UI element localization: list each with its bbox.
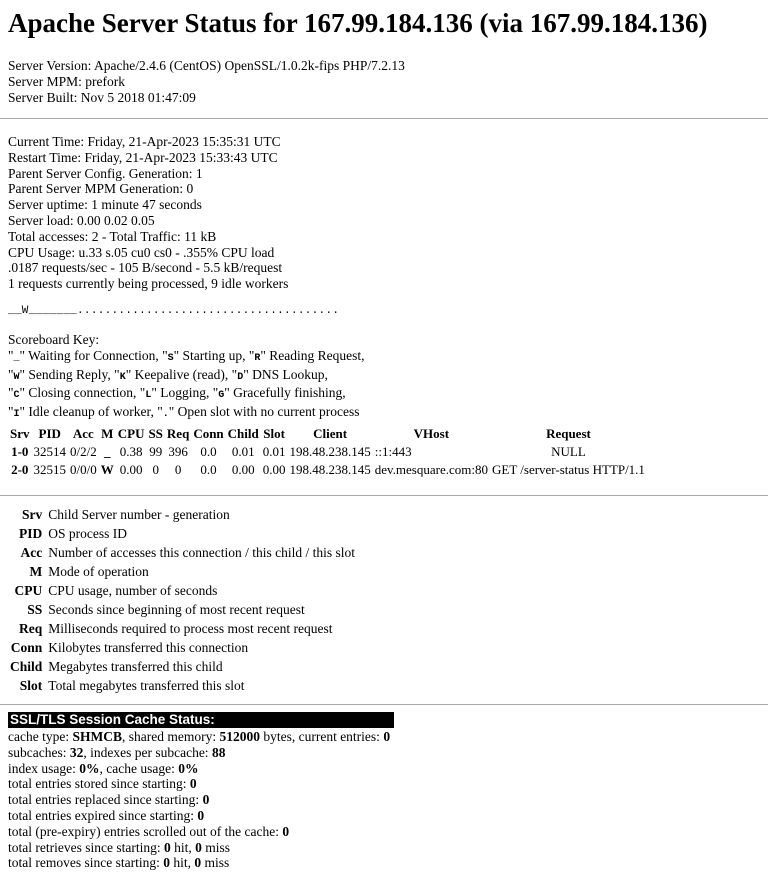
scoreboard-code-desc: Reading Request, — [265, 347, 365, 363]
legend-key: CPU — [14, 582, 43, 598]
ssl-label: total entries expired since starting: — [8, 807, 198, 823]
ssl-line — [8, 776, 390, 792]
scoreboard-code: D — [237, 371, 244, 383]
server-mpm: Server MPM: prefork — [8, 73, 125, 89]
ssl-label: total entries replaced since starting: — [8, 792, 203, 808]
ssl-value: 88 — [211, 744, 226, 760]
scoreboard-code-desc: Closing connection, — [25, 385, 140, 401]
column-header: M — [101, 426, 114, 441]
legend-row — [8, 600, 357, 619]
table-cell: 0.01 — [262, 444, 286, 459]
legend-row — [8, 505, 357, 524]
table-cell: 0 — [174, 462, 182, 477]
scoreboard-key — [8, 332, 365, 423]
scoreboard-code-desc: Starting up, — [179, 347, 249, 363]
status-lines — [8, 134, 288, 292]
ssl-line — [8, 808, 390, 824]
table-cell: 198.48.238.145 — [289, 462, 371, 477]
requests-processing: 1 requests currently being processed, 9 idle workers — [8, 276, 289, 292]
legend-desc: Kilobytes transferred this connection — [48, 639, 249, 655]
legend-row — [8, 638, 357, 657]
table-cell: 0.00 — [231, 462, 255, 477]
legend-key: SS — [27, 601, 43, 617]
table-cell: 0/0/0 — [70, 462, 97, 477]
scoreboard-key-title: Scoreboard Key: — [8, 332, 100, 347]
table-cell: 0.00 — [262, 462, 286, 477]
scoreboard-code-desc: Waiting for Connection, — [25, 347, 163, 363]
ssl-value: 0 — [194, 855, 202, 871]
scoreboard-code-desc: Open slot with no current process — [174, 404, 360, 420]
ssl-value: 0% — [79, 760, 100, 776]
config-generation: Parent Server Config. Generation: 1 — [8, 165, 203, 181]
ssl-label: miss — [201, 855, 230, 871]
ssl-label: , indexes per subcache: — [83, 744, 212, 760]
ssl-value: 0% — [178, 760, 199, 776]
scoreboard-code-desc: Logging, — [156, 385, 213, 401]
ssl-value: 512000 — [219, 729, 260, 744]
table-cell: 0.00 — [119, 462, 143, 477]
table-cell: 32515 — [33, 462, 66, 477]
table-cell: GET /server-status HTTP/1.1 — [491, 462, 645, 477]
scoreboard-code: S — [167, 352, 174, 364]
legend-key: Slot — [19, 677, 43, 693]
divider-1 — [0, 118, 768, 119]
total-accesses: Total accesses: 2 - Total Traffic: 11 kB — [8, 228, 217, 244]
ssl-label: hit, — [169, 855, 195, 871]
scoreboard-code-desc: DNS Lookup, — [248, 366, 328, 382]
ssl-label: bytes, current entries: — [259, 729, 384, 744]
legend-key: Conn — [10, 639, 43, 655]
column-header: PID — [38, 426, 61, 441]
scoreboard-code-desc: Idle cleanup of worker, — [25, 404, 158, 420]
legend-key: PID — [19, 525, 43, 541]
ssl-line — [8, 761, 390, 777]
legend-table — [8, 505, 357, 695]
server-built: Server Built: Nov 5 2018 01:47:09 — [8, 89, 196, 105]
ssl-label: index usage: — [8, 760, 80, 776]
legend-row — [8, 543, 357, 562]
legend-key: M — [29, 563, 43, 579]
ssl-label: total retrieves since starting: — [8, 839, 164, 855]
ssl-line — [8, 792, 390, 808]
scoreboard-code: I — [13, 409, 20, 421]
legend-desc: Total megabytes transferred this slot — [48, 677, 245, 693]
table-cell: 99 — [149, 444, 163, 459]
ssl-line — [8, 855, 390, 871]
restart-time: Restart Time: Friday, 21-Apr-2023 15:33:43 UTC — [8, 149, 278, 165]
table-row — [8, 461, 647, 479]
scoreboard-key-line: "W" Sending Reply, "K" Keepalive (read), "D" DNS Lookup, — [8, 366, 328, 383]
legend-desc: Number of accesses this connection / this child / this slot — [48, 544, 355, 560]
ssl-heading: SSL/TLS Session Cache Status: — [8, 712, 394, 728]
table-cell: ::1:443 — [374, 444, 412, 459]
server-info — [8, 58, 405, 105]
ssl-value: 0 — [163, 839, 171, 855]
table-cell: dev.mesquare.com:80 — [374, 462, 488, 477]
legend-key: Child — [10, 658, 43, 674]
table-cell: _ — [103, 444, 111, 459]
column-header: Acc — [72, 426, 94, 441]
page-title: Apache Server Status for 167.99.184.136 (via 167.99.184.136) — [8, 8, 708, 38]
scoreboard-code: K — [119, 371, 126, 383]
column-header: Conn — [193, 426, 224, 441]
legend-desc: Megabytes transferred this child — [48, 658, 223, 674]
table-cell: 2-0 — [11, 462, 29, 477]
ssl-label: total entries stored since starting: — [8, 776, 190, 792]
scoreboard-code: W — [13, 371, 20, 383]
table-cell: 32514 — [33, 444, 66, 459]
legend-desc: Child Server number - generation — [48, 506, 230, 522]
table-cell: 198.48.238.145 — [289, 444, 371, 459]
column-header: Client — [313, 426, 348, 441]
table-cell: 0.0 — [200, 444, 217, 459]
table-cell: NULL — [551, 444, 586, 459]
ssl-value: 0 — [163, 855, 170, 871]
workers-table — [8, 425, 647, 479]
legend-row — [8, 676, 357, 695]
legend-desc: CPU usage, number of seconds — [48, 582, 218, 598]
scoreboard-code-desc: Keepalive (read), — [131, 366, 232, 382]
scoreboard-key-line: "_" Waiting for Connection, "S" Starting up, "R" Reading Request, — [8, 347, 365, 364]
legend-key: Srv — [22, 506, 43, 522]
legend-desc: Milliseconds required to process most recent request — [48, 620, 333, 636]
table-cell: 0.0 — [200, 462, 217, 477]
request-rate: .0187 requests/sec - 105 B/second - 5.5 kB/request — [8, 260, 283, 276]
legend-row — [8, 619, 357, 638]
ssl-line — [8, 729, 390, 745]
table-cell: 0 — [152, 462, 159, 477]
column-header: CPU — [117, 426, 145, 441]
ssl-value: 0 — [282, 823, 290, 839]
scoreboard-code: R — [254, 352, 261, 364]
legend-row — [8, 524, 357, 543]
table-cell: 396 — [168, 444, 188, 459]
ssl-line — [8, 745, 390, 761]
current-time: Current Time: Friday, 21-Apr-2023 15:35:31 UTC — [8, 134, 281, 149]
divider-2 — [0, 495, 768, 496]
column-header: Srv — [10, 426, 30, 441]
ssl-label: hit, — [170, 839, 196, 855]
scoreboard-code: G — [218, 390, 225, 402]
legend-row — [8, 581, 357, 600]
ssl-value: 0 — [195, 839, 202, 855]
legend-key: Req — [19, 620, 43, 636]
legend-desc: Mode of operation — [48, 563, 149, 579]
ssl-line — [8, 824, 390, 840]
table-cell: 0.01 — [231, 444, 255, 459]
table-cell: 0.38 — [119, 444, 143, 459]
ssl-line — [8, 840, 390, 856]
ssl-value: 0 — [383, 729, 391, 744]
divider-3 — [0, 704, 768, 705]
scoreboard-code: _ — [13, 352, 20, 364]
scoreboard-key-line: "C" Closing connection, "L" Logging, "G" Gracefully finishing, — [8, 385, 346, 402]
server-load: Server load: 0.00 0.02 0.05 — [8, 212, 155, 228]
scoreboard-code: . — [162, 409, 169, 421]
column-header: VHost — [413, 426, 450, 441]
ssl-status — [8, 729, 390, 871]
table-row — [8, 443, 647, 461]
ssl-value: 0 — [197, 807, 205, 823]
ssl-label: miss — [201, 839, 230, 855]
column-header: SS — [148, 426, 163, 441]
ssl-label: , shared memory: — [121, 729, 220, 744]
scoreboard-code: C — [13, 390, 20, 402]
scoreboard-code-desc: Gracefully finishing, — [229, 385, 346, 401]
ssl-value: 0 — [189, 776, 197, 792]
scoreboard-code-desc: Sending Reply, — [25, 366, 115, 382]
ssl-label: cache type: — [8, 729, 73, 744]
ssl-label: total (pre-expiry) entries scrolled out of the cache: — [8, 823, 283, 839]
table-cell: W — [100, 462, 114, 477]
ssl-label: , cache usage: — [99, 760, 179, 776]
column-header: Child — [227, 426, 259, 441]
scoreboard-key-line: "I" Idle cleanup of worker, "." Open slot with no current process — [8, 404, 360, 421]
mpm-generation: Parent Server MPM Generation: 0 — [8, 181, 194, 197]
ssl-value: 32 — [69, 744, 84, 760]
table-cell: 0/2/2 — [70, 444, 97, 459]
ssl-value: 0 — [202, 792, 210, 808]
server-version: Server Version: Apache/2.4.6 (CentOS) OpenSSL/1.0.2k-fips PHP/7.2.13 — [8, 58, 405, 73]
column-header: Req — [166, 426, 190, 441]
legend-desc: OS process ID — [48, 525, 128, 541]
server-uptime: Server uptime: 1 minute 47 seconds — [8, 197, 202, 213]
column-header: Request — [546, 426, 591, 441]
legend-desc: Seconds since beginning of most recent request — [48, 601, 305, 617]
ssl-label: subcaches: — [8, 744, 70, 760]
cpu-usage: CPU Usage: u.33 s.05 cu0 cs0 - .355% CPU load — [8, 244, 275, 260]
legend-key: Acc — [20, 544, 43, 560]
legend-row — [8, 562, 357, 581]
legend-row — [8, 657, 357, 676]
ssl-label: total removes since starting: — [8, 855, 164, 871]
ssl-value: SHMCB — [72, 729, 122, 744]
table-cell: 1-0 — [11, 444, 29, 459]
scoreboard: __W_______...................................... — [8, 305, 340, 317]
column-header: Slot — [263, 426, 285, 441]
scoreboard-code: L — [145, 390, 152, 402]
